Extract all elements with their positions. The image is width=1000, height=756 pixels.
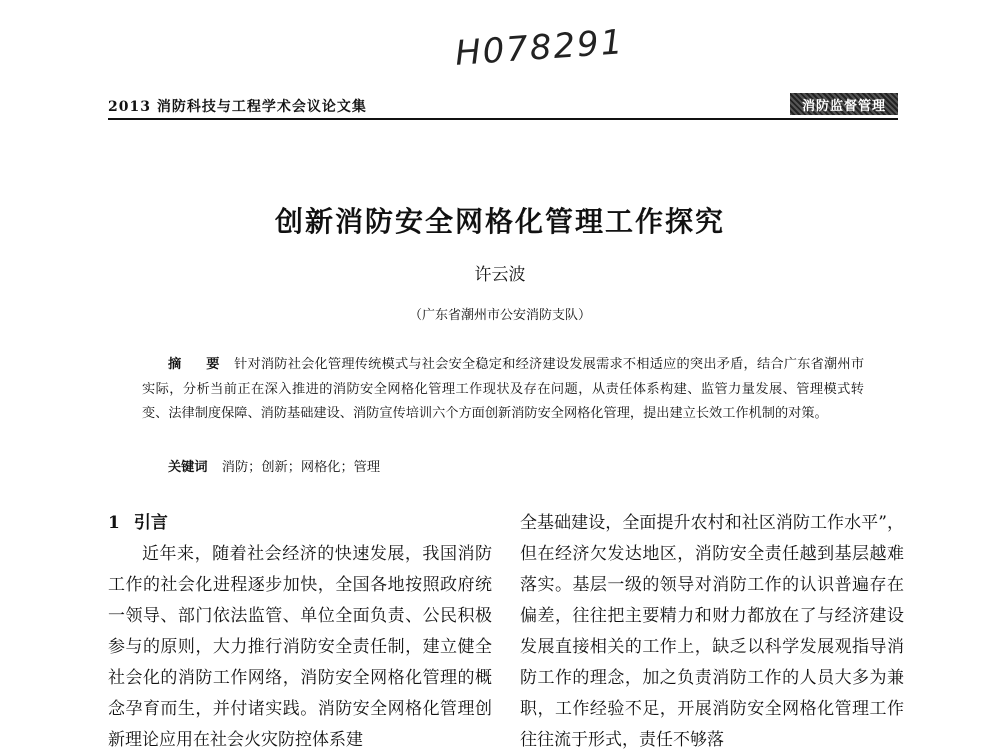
paper-title: 创新消防安全网格化管理工作探究 (274, 205, 725, 238)
body-column-left (108, 508, 492, 756)
body-paragraph-continued: 全基础建设，全面提升农村和社区消防工作水平”，但在经济欠发达地区，消防安全责任越到基层越难落实。基层一级的领导对消防工作的认识普遍存在偏差，往往把主要精力和财力都放在了与经济建设发展直接相关的工作上，缺乏以科学发展观指导消防工作的理念，加之负责消防工作的人员大多为兼职，工作经验不足，开展消防安全网格化管理工作往往流于形式，责任不够落 (520, 513, 904, 750)
keywords-label: 关键词 (168, 460, 208, 475)
running-head: 2013 消防科技与工程学术会议论文集 (108, 99, 367, 115)
section-tag: 消防监督管理 (790, 93, 898, 115)
keywords-text: 消防；创新；网格化；管理 (221, 460, 381, 475)
affiliation: （广东省潮州市公安消防支队） (408, 308, 591, 323)
section-heading (108, 508, 492, 539)
abstract (142, 353, 864, 427)
section-title: 引言 (133, 513, 168, 533)
body-column-right (520, 508, 904, 756)
body-paragraph: 近年来，随着社会经济的快速发展，我国消防工作的社会化进程逐步加快，全国各地按照政府统一领导、部门依法监管、单位全面负责、公民积极参与的原则，大力推行消防安全责任制，建立健全社会化的消防工作网络，消防安全网格化管理的概念孕育而生，并付诸实践。消防安全网格化管理创新理论应用在社会火灾防控体系建 (108, 544, 492, 750)
abstract-label: 摘 要 (168, 357, 230, 372)
header-rule (108, 118, 898, 120)
section-number: 1 (108, 513, 120, 533)
author: 许云波 (474, 265, 526, 285)
handwritten-annotation: H078291 (453, 22, 626, 74)
abstract-text: 针对消防社会化管理传统模式与社会安全稳定和经济建设发展需求不相适应的突出矛盾，结合广东省潮州市实际，分析当前正在深入推进的消防安全网格化管理工作现状及存在问题，从责任体系构建、监管力量发展、管理模式转变、法律制度保障、消防基础建设、消防宣传培训六个方面创新消防安全网格化管理，提出建立长效工作机制的对策。 (142, 357, 865, 421)
keywords (168, 456, 380, 475)
